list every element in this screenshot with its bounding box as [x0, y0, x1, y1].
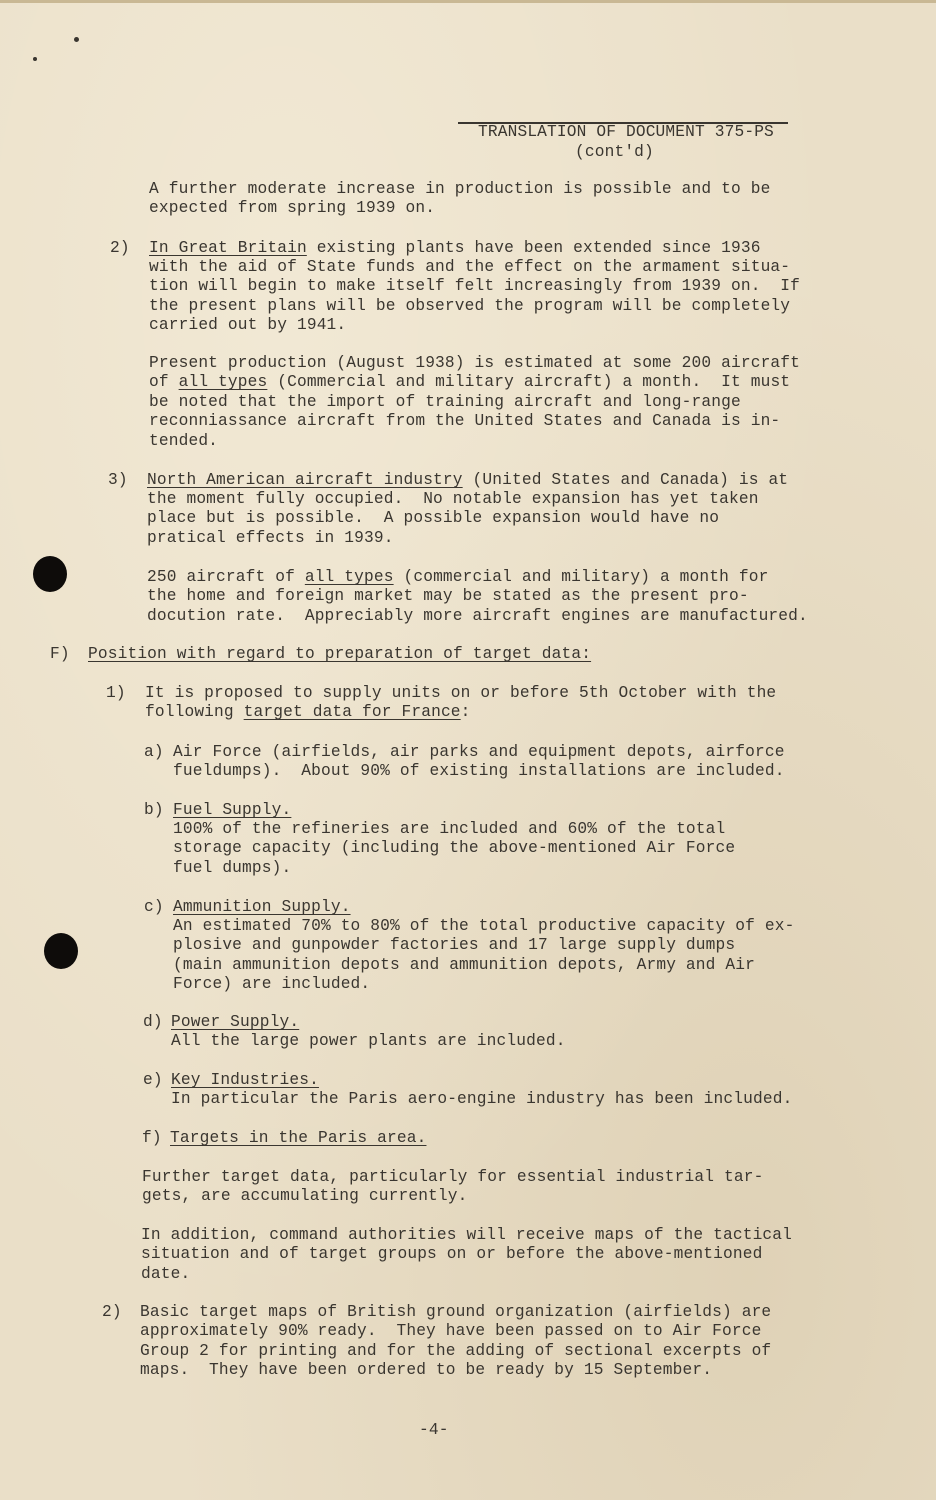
item-3-text-first: (United States and Canada) is at	[462, 471, 789, 489]
item-2-production-a: Present production (August 1938) is estimated at some 200 aircraft of	[149, 354, 801, 392]
item-2-all-types: all types	[178, 373, 268, 392]
item-3-production-a: 250 aircraft of	[147, 568, 305, 586]
subitem-f-title: Targets in the Paris area.	[170, 1129, 427, 1147]
item-3-paragraph-rest: the moment fully occupied. No notable expansion has yet taken place but is possible. A possible expansion would have no pratical effects in 1939.	[147, 490, 759, 547]
item-2-number: 2)	[110, 239, 130, 257]
subitem-b-title: Fuel Supply.	[173, 801, 292, 819]
subitem-e-text: In particular the Paris aero-engine industry has been included.	[171, 1090, 793, 1108]
subitem-c-text: An estimated 70% to 80% of the total productive capacity of ex- plosive and gunpowder factories and 17 large supply dumps (main ammunition depots and ammunition depots, Army and Air Force) are included.	[173, 917, 795, 994]
document-title: TRANSLATION OF DOCUMENT 375-PS	[478, 123, 774, 141]
subitem-a-text: Air Force (airfields, air parks and equipment depots, airforce fueldumps). About 90% of existing installations are included.	[173, 743, 785, 781]
f1-number: 1)	[106, 684, 126, 702]
f1-text-b: :	[460, 703, 471, 722]
item-3-paragraph	[147, 471, 788, 490]
item-2-paragraph-rest: with the aid of State funds and the effect on the armament situa- tion will begin to make itself felt increasingly from 1939 on. If the present plans will be observed the program will be completely carried out by 1941.	[149, 258, 801, 335]
further-paragraph: Further target data, particularly for essential industrial tar- gets, are accumulating currently.	[142, 1168, 764, 1206]
item-2-paragraph	[149, 239, 761, 258]
punch-hole-lower	[44, 933, 78, 969]
punch-hole-upper	[33, 556, 67, 592]
subitem-d-text: All the large power plants are included.	[171, 1032, 566, 1050]
addition-paragraph: In addition, command authorities will receive maps of the tactical situation and of target groups on or before the above-mentioned date.	[141, 1226, 793, 1283]
item-3-number: 3)	[108, 471, 128, 489]
subitem-c-title: Ammunition Supply.	[173, 898, 351, 916]
item-3-all-types: all types	[304, 568, 394, 586]
page-number: -4-	[419, 1421, 449, 1439]
f1-text-a: It is proposed to supply units on or before 5th October with the following	[145, 684, 777, 722]
item-2-production-b: (Commercial and military aircraft) a month. It must be noted that the import of training aircraft and long-range reconniassance aircraft from the United States and Canada is in- tended.	[149, 373, 791, 450]
item-3-production-b: (commercial and military) a month for the home and foreign market may be stated as the present pro- docution rate. Appreciably more aircraft engines are manufactured.	[147, 568, 808, 625]
subitem-e-letter: e)	[143, 1071, 163, 1089]
section-f-label: F)	[50, 645, 70, 663]
item-2-lead: In Great Britain	[149, 239, 307, 257]
item-3-production	[147, 568, 808, 626]
f2-paragraph: Basic target maps of British ground organization (airfields) are approximately 90% ready. They have been passed on to Air Force Group 2 for printing and for the adding of sectional excerpts of maps. They have been ordered to be ready by 15 September.	[140, 1303, 772, 1380]
subitem-e-title: Key Industries.	[171, 1071, 319, 1089]
subitem-c-letter: c)	[144, 898, 164, 916]
subitem-d-title: Power Supply.	[171, 1013, 300, 1031]
item-3-lead: North American aircraft industry	[147, 471, 463, 489]
subitem-d-letter: d)	[143, 1013, 163, 1031]
intro-paragraph: A further moderate increase in production is possible and to be expected from spring 1939 on.	[149, 180, 771, 218]
f2-number: 2)	[102, 1303, 122, 1321]
section-f-title: Position with regard to preparation of target data:	[88, 645, 592, 663]
ink-speck	[33, 57, 37, 61]
item-2-production	[149, 354, 800, 451]
document-subtitle: (cont'd)	[575, 143, 654, 161]
ink-speck	[74, 37, 79, 42]
subitem-b-text: 100% of the refineries are included and 60% of the total storage capacity (including the above-mentioned Air Force fuel dumps).	[173, 820, 736, 877]
f1-paragraph	[145, 684, 776, 723]
item-2-text-first: existing plants have been extended since 1936	[306, 239, 761, 257]
subitem-b-letter: b)	[144, 801, 164, 819]
f1-target-france: target data for France	[243, 703, 461, 722]
subitem-f-letter: f)	[142, 1129, 162, 1147]
top-edge	[0, 0, 936, 3]
subitem-a-letter: a)	[144, 743, 164, 761]
